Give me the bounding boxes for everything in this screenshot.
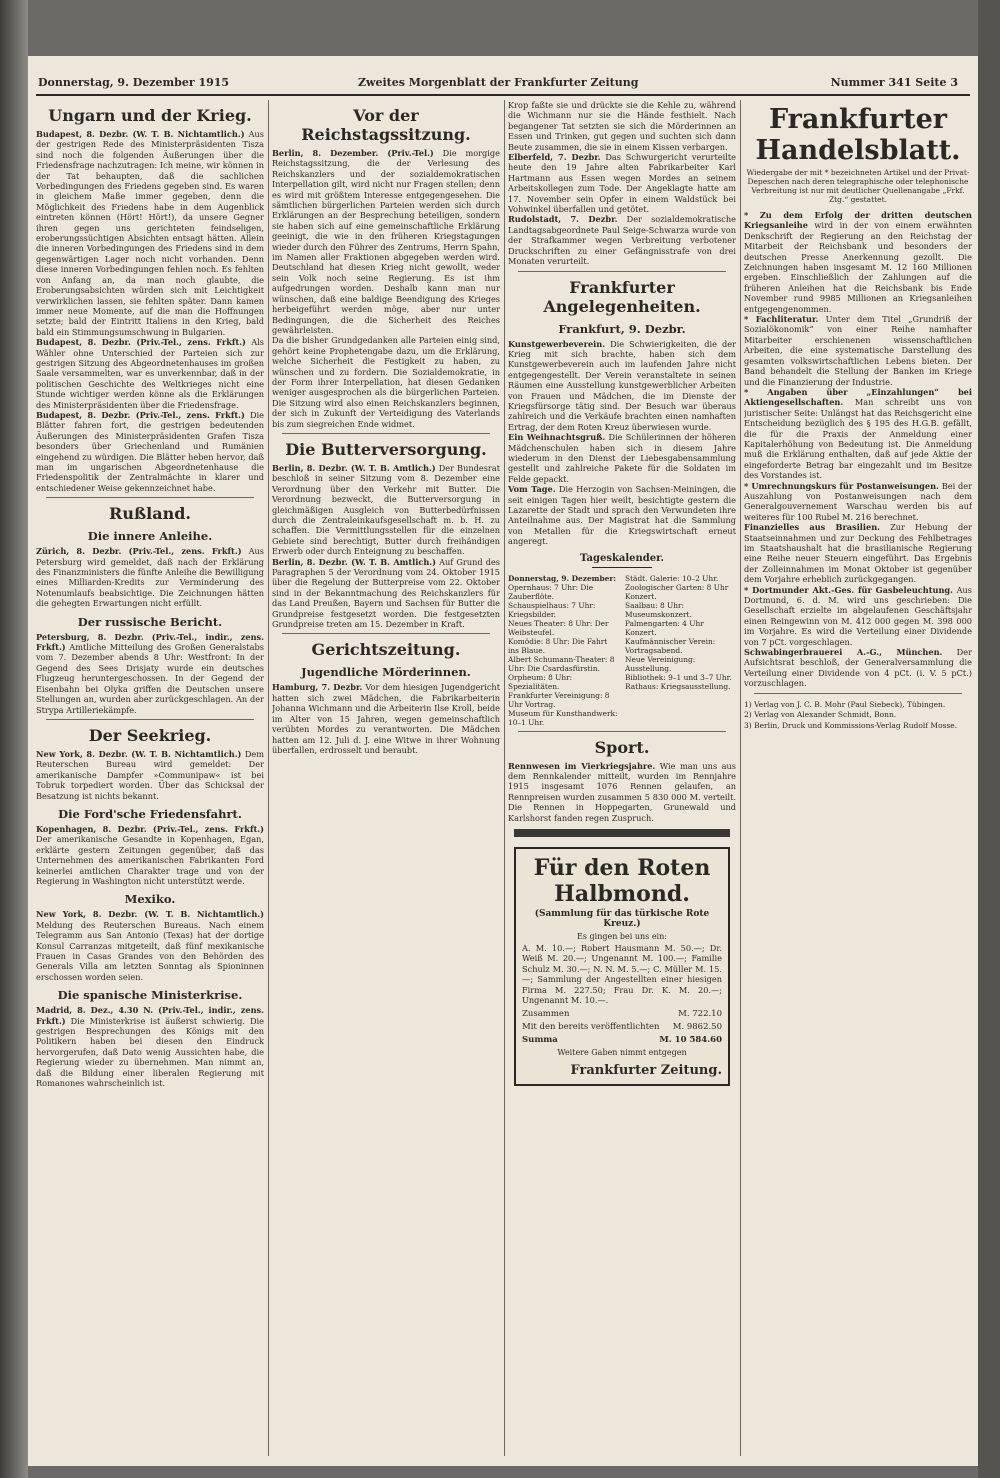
masthead-notice: Wiedergabe der mit * bezeichneten Artikel und der Privat-Depeschen nach deren telegraphische oder telephonische Verbreitung ist nur mit deutlicher Quellenangabe „Frkf. Ztg.“ gestattet.	[746, 168, 970, 204]
subheadline: Die spanische Ministerkrise.	[57, 988, 243, 1003]
donation-signature: Frankfurter Zeitung.	[570, 1062, 722, 1078]
section-separator	[46, 719, 254, 720]
calendar-entry: Rathaus: Kriegsausstellung.	[625, 681, 731, 691]
calendar-entry: Schauspielhaus: 7 Uhr: Kriegsbilder.	[508, 600, 596, 619]
column-1	[36, 100, 264, 1466]
article-paragraph: Krop faßte sie und drückte sie die Kehle zu, während die Wichmann nur sie die Hände festhielt. Nach begangener Tat setzten sie sich die Mörderinnen an Essen und Trinken, gut gegen und suchten sich dann Beute zusammen, die sie in einem Kissen verbargen.	[508, 100, 736, 152]
subheadline: Der russische Bericht.	[77, 614, 223, 629]
ad-banner-bar	[514, 829, 730, 837]
calendar-entry: Palmengarten: 4 Uhr Konzert.	[625, 618, 704, 637]
note-text: Man schreibt uns von juristischer Seite: Unlängst hat das Reichsgericht eine Entscheidung bezüglich des § 195 des H.G.B. gefällt, die für die Praxis der Anmeldung einer Kapitalerhöhung von Bedeutung ist. Die Anmeldung muß die Erklärung enthalten, daß auf jede Aktie der eingeforderte Betrag bar eingezahlt und im Besitze des Vorstandes ist.	[744, 397, 972, 481]
calendar-title: Tageskalender.	[580, 552, 664, 564]
headline-seekrieg: Der Seekrieg.	[88, 725, 212, 745]
column-divider	[740, 100, 741, 1456]
article-paragraph	[508, 152, 736, 214]
note-text: Aus Dortmund, 6. d. M. wird uns geschrieben: Die Gesellschaft erzielte im abgelaufenen Geschäftsjahr einen Reingewinn von M. 412 000 gegen M. 398 000 im Vorjahre. Es wird die Verteilung einer Dividende von 7 pCt. vorgeschlagen.	[744, 584, 972, 647]
dateline: New York, 8. Dezbr. (W. T. B. Nichtamtlich.)	[36, 748, 242, 759]
note-text: Bei der Auszahlung von Postanweisungen nach dem Generalgouvernement Warschau werden bis auf weiteres für 100 Rubel M. 216 berechnet.	[744, 480, 972, 522]
article-paragraph	[272, 463, 500, 557]
article-text: Die morgige Reichstagssitzung, die der Verlesung des Reichskanzlers und der sozialdemokratischen Interpellation gilt, wird nicht nur Fragen stellen; denn es wird mit größtem Interesse entgegengesehen. Die sämtlichen bürgerlichen Parteien werden sich durch Erklärungen an der Besprechung beteiligen, sondern sie haben sich auf eine gemeinschaftliche Erklärung geeinigt, die wie in den früheren Kriegstagungen wieder durch den Führer des Zentrums, Herrn Spahn, im Namen aller Fraktionen abgegeben werden wird. Deutschland hat diesen Krieg nicht gewollt, weder sein Volk noch seine Regierung. Es ist ihm aufgedrungen worden. Deshalb kann man nur wünschen, daß eine baldige Beendigung des Krieges herbeigeführt werden möge, aber nur unter Bedingungen, die die Sicherheit des Reiches gewährleisten.	[272, 148, 500, 335]
header-rule	[36, 94, 970, 96]
column-divider	[268, 100, 269, 1456]
section-separator	[282, 633, 490, 634]
article-text: Der sozialdemokratische Landtagsabgeordnete Paul Seige-Schwarza wurde von der Strafkammer wegen Verbreitung verbotener Druckschriften zu einer Gefängnisstrafe von drei Monaten verurteilt.	[508, 214, 736, 267]
donation-intro: Es gingen bei uns ein:	[577, 932, 667, 942]
article-text: Aus Petersburg wird gemeldet, daß nach der Erklärung des Finanzministers die fünfte Anleihe die Bewilligung eines Milliarden-Kredits zur Verminderung des Notenumlaufs beabsichtige. Die Zeichnungen hätten die gehegten Erwartungen nicht erfüllt.	[36, 546, 264, 609]
subheadline: Die Ford'sche Friedensfahrt.	[58, 806, 242, 821]
headline-frankfurt: Frankfurter Angelegenheiten.	[543, 277, 701, 316]
dateline: Ein Weihnachtsgruß.	[508, 432, 606, 443]
donation-note: Weitere Gaben nimmt entgegen	[557, 1047, 687, 1057]
dateline: Berlin, 8. Dezbr. (W. T. B. Amtlich.)	[272, 462, 436, 473]
dateline: Kunstgewerbeverein.	[508, 338, 606, 349]
note-text: Unter dem Titel „Grundriß der Sozialökonomik“ von einer Reihe namhafter Mitarbeiter erschienenen wissenschaftlichen Arbeiten, die eine systematische Darstellung des gesamten volkswirtschaftlichen Lebens bieten. Der Band behandelt die Stellung der Banken im Kriege und die Finanzierung der Industrie.	[744, 314, 972, 387]
dateline: Zürich, 8. Dezbr. (Priv.-Tel., zens. Frkft.)	[36, 546, 242, 557]
section-separator	[518, 271, 726, 272]
subheadline: Mexiko.	[124, 892, 176, 907]
article-text: Die Herzogin von Sachsen-Meiningen, die seit einigen Tagen hier weilt, besichtigte gestern die Lazarette der Stadt und sprach den Verwundeten ihre Anteilnahme aus. Der Magistrat hat die Sammlung von Metallen für die Kriegswirtschaft erneut angeregt.	[508, 484, 736, 547]
section-separator	[518, 731, 726, 732]
calendar-entry: Museum für Kunsthandwerk: 10–1 Uhr.	[508, 708, 618, 727]
calendar-entry: Albert Schumann-Theater: 8 Uhr: Die Csardasfürstin.	[508, 654, 615, 673]
calendar-entry: Frankfurter Vereinigung: 8 Uhr Vortrag.	[508, 690, 610, 709]
article-text: Die Schwierigkeiten, die der Krieg mit sich brachte, haben sich dem Kunstgewerbeverein auch im laufenden Jahre nicht entgegengestellt. Der Verein veranstaltete in seinen Räumen eine Ausstellung kunstgewerblicher Arbeiten von Frauen und Mädchen, die im Dienste der Kriegsfürsorge tätig sind. Der Besuch war überaus zahlreich und die Verkäufe brachten einen namhaften Ertrag, der dem Roten Kreuz überwiesen wurde.	[508, 338, 736, 432]
article-paragraph	[36, 546, 264, 608]
dateline: Budapest, 8. Dezbr. (W. T. B. Nichtamtlich.)	[36, 129, 245, 139]
dateline: Berlin, 8. Dezbr. (W. T. B. Amtlich.)	[272, 556, 437, 567]
article-paragraph	[36, 824, 264, 886]
article-paragraph	[36, 129, 264, 337]
business-note	[744, 210, 972, 314]
note-heading: * Dortmunder Akt.-Ges. für Gasbeleuchtung.	[744, 584, 953, 595]
article-text: Meldung des Reuterschen Bureaus. Nach einem Telegramm aus San Antonio (Texas) hat der dortige Konsul Carranzas mitgeteilt, daß fünf mexikanische Frauen in Casas Grandes von den Behörden des Generals Villa am letzten Sonntag als Spioninnen erschossen worden seien.	[36, 919, 264, 982]
dateline: Rennwesen im Vierkriegsjahre.	[508, 760, 656, 771]
dateline: Vom Tage.	[508, 484, 556, 495]
page-binding-edge	[0, 0, 28, 1478]
article-paragraph	[36, 632, 264, 715]
calendar-left-column	[508, 574, 619, 727]
newspaper-page	[28, 56, 978, 1466]
subheadline: Die innere Anleihe.	[87, 529, 213, 544]
note-heading: * Umrechnungskurs für Postanweisungen.	[744, 480, 939, 491]
footnote: 1) Verlag von J. C. B. Mohr (Paul Siebeck), Tübingen.	[744, 699, 946, 709]
dateline: Petersburg, 8. Dezbr. (Priv.-Tel., indir., zens. Frkft.)	[36, 631, 264, 653]
article-paragraph	[36, 1005, 264, 1088]
calendar-date: Donnerstag, 9. Dezember:	[508, 573, 616, 583]
dateline: Berlin, 8. Dezember. (Priv.-Tel.)	[272, 148, 434, 158]
column-divider	[504, 100, 505, 1456]
section-separator	[46, 497, 254, 498]
header-date: Donnerstag, 9. Dezember 1915	[38, 76, 230, 89]
calendar-entry: Städt. Galerie: 10–2 Uhr.	[625, 573, 719, 583]
subheadline: Frankfurt, 9. Dezbr.	[558, 321, 686, 336]
donation-previous	[522, 1022, 722, 1032]
article-text: Aus der gestrigen Rede des Ministerpräsidenten Tisza sind noch die folgenden Äußerungen über die Friedensfrage nachzutragen: Ich meine, wir können in der Tat behaupten, daß die sachlichen Vorbedingungen des Friedens gegeben sind. Es waren in gleichem Maße immer gegeben, denn die Möglichkeit des Friedens habe in dem Augenblick eintreten können (Hört! Hört!), da unsere Gegner ihren gegen uns gerichteten feindseligen, eroberungssüchtigen Absichten entsagt hätten. Allein die inneren Vorbedingungen des Friedens sind in dem gegenwärtigen Lager noch nicht vorhanden. Denn diese inneren Vorbedingungen fehlen noch. Es fehlten von Anfang an, da man noch glaubte, die Eroberungsabsichten würden sich mit Leichtigkeit verwirklichen lassen, sie fehlten später. Dann kamen immer neue Momente, auf die man die Hoffnungen setzte; bald der Eintritt Italiens in den Krieg, bald bald ein Stimmungsumschwung in Bulgarien.	[36, 129, 264, 337]
dateline: Madrid, 8. Dez., 4.30 N. (Priv.-Tel., indir., zens. Frkft.)	[36, 1005, 264, 1026]
article-paragraph	[36, 909, 264, 982]
column-2	[272, 100, 500, 1466]
dateline: New York, 8. Dezbr. (W. T. B. Nichtamtlich.)	[36, 909, 264, 920]
business-note	[744, 647, 972, 689]
business-note	[744, 481, 972, 523]
article-paragraph	[36, 749, 264, 801]
headline-russland: Rußland.	[109, 504, 191, 524]
column-3	[508, 100, 736, 1466]
article-text: Wie man uns aus dem Rennkalender mitteilt, wurden im Rennjahre 1915 insgesamt 1076 Rennen gelaufen, an Rennpreisen wurden zusammen 5 830 000 M. verteilt. Die Rennen in Hoppegarten, Grunewald und Karlshorst fanden regen Zuspruch.	[508, 760, 736, 823]
note-heading: * Zu dem Erfolg der dritten deutschen Kriegsanleihe	[744, 210, 972, 231]
article-paragraph	[508, 214, 736, 266]
subtotal-label: Zusammen	[522, 1008, 570, 1019]
footnote: 3) Berlin, Druck und Kommissions-Verlag Rudolf Mosse.	[744, 720, 958, 730]
article-paragraph	[508, 432, 736, 484]
dateline: Kopenhagen, 8. Dezbr. (Priv.-Tel., zens. Frkft.)	[36, 823, 264, 834]
previous-label: Mit den bereits veröffentlichten	[522, 1021, 660, 1032]
previous-value: M. 9862.50	[672, 1021, 722, 1032]
footnote: 2) Verlag von Alexander Schmidt, Bonn.	[744, 710, 897, 720]
headline-gericht: Gerichtszeitung.	[311, 640, 461, 660]
section-separator	[282, 433, 490, 434]
header-issue-page: Nummer 341 Seite 3	[830, 76, 958, 89]
donation-box	[514, 847, 730, 1085]
footnote-separator	[754, 693, 962, 694]
business-note	[744, 387, 972, 481]
article-text: Dem Reuterschen Bureau wird gemeldet: Der amerikanische Dampfer »Communipaw« ist bei Tobruk torpediert worden. Über das Schicksal der Besatzung ist nichts bekannt.	[36, 748, 264, 801]
donation-title: Für den Roten Halbmond.	[533, 855, 711, 908]
article-text: Die Ministerkrise ist äußerst schwierig. Die gestrigen Besprechungen des Königs mit den Politikern haben bei diesen den Eindruck hervorgerufen, daß Dato wenig Aussichten habe, die Regierung wieder zu übernehmen. Man nimmt an, daß die Bildung einer liberalen Regierung mit Romanones wahrscheinlich ist.	[36, 1015, 264, 1089]
subtotal-value: M. 722.10	[678, 1008, 722, 1019]
dateline: Hamburg, 7. Dezbr.	[272, 682, 363, 693]
donation-entries: A. M. 10.—; Robert Hausmann M. 50.—; Dr. Weiß M. 20.—; Ungenannt M. 100.—; Familie Schulz M. 30.—; N. N. M. 5.—; C. Müller M. 15.—; Sammlung der Angestellten einer hiesigen Firma M. 227.50; Frau Dr. K. M. 20.—; Ungenannt M. 10.—.	[522, 943, 722, 1006]
business-note	[744, 314, 972, 387]
calendar-listing	[508, 574, 736, 727]
header-publication: Zweites Morgenblatt der Frankfurter Zeitung	[358, 76, 639, 89]
donation-subtitle: (Sammlung für das türkische Rote Kreuz.)	[534, 909, 710, 930]
article-paragraph	[272, 557, 500, 630]
dateline: Budapest, 8. Dezbr. (Priv.-Tel., zens. Frkft.)	[36, 409, 245, 420]
total-value: M. 10 584.60	[659, 1034, 722, 1045]
article-text: Vor dem hiesigen Jugendgericht hatten sich zwei Mädchen, die Fabrikarbeiterin Johanna Wichmann und die Arbeiterin Ilse Kroll, beide im Alter von 15 Jahren, wegen gemeinschaftlich verübten Mordes zu verantworten. Die Mädchen hatten am 12. Juli d. J. eine Witwe in ihrer Wohnung überfallen, erdrosselt und beraubt.	[272, 682, 500, 755]
business-note	[744, 522, 972, 584]
page-header	[38, 76, 958, 94]
handelsblatt-masthead: Frankfurter Handelsblatt.	[755, 104, 961, 166]
business-note	[744, 585, 972, 647]
note-heading: Schwabingerbrauerei A.-G., München.	[744, 647, 943, 658]
dateline: Budapest, 8. Dezbr. (Priv.-Tel., zens. Frkft.)	[36, 337, 246, 348]
article-text: Amtliche Mitteilung des Großen Generalstabs vom 7. Dezember abends 8 Uhr: Westfront: In der Gegend des Sees Drisjaty wurde ein deutsches Flugzeug heruntergeschossen. In der Gegend der Eisenbahn bei Olyka griffen die Deutschen unsere Stellungen an, wurden aber zurückgeschlagen. An der Strypa Artilleriekämpfe.	[36, 642, 264, 715]
article-text: Das Schwurgericht verurteilte heute den 19 Jahre alten Fabrikarbeiter Karl Hartmann aus Essen wegen Mordes an seinem Arbeitskollegen zum Tode. Der Angeklagte hatte am 17. November sein Opfer in einem Waldstück bei Vohwinkel überfallen und getötet.	[508, 152, 736, 215]
donation-total	[522, 1035, 722, 1045]
article-paragraph	[36, 337, 264, 410]
headline-reichstag: Vor der Reichstagssitzung.	[301, 106, 471, 144]
headline-butter: Die Butterversorgung.	[285, 439, 487, 459]
calendar-entry: Opernhaus: 7 Uhr: Die Zauberflöte.	[508, 582, 594, 601]
note-heading: * Angaben über „Einzahlungen“ bei Aktiengesellschaften.	[744, 386, 972, 408]
calendar-entry: Zoologischer Garten: 8 Uhr Konzert.	[625, 582, 729, 601]
article-text: Auf Grund des Paragraphen 5 der Verordnung vom 24. Oktober 1915 über die Regelung der Butterpreise vom 22. Oktober sind in der Bekanntmachung des Reichskanzlers für das Land Preußen, Bayern und Sachsen für Butter die Grundpreise festgesetzt worden. Die festgesetzten Grundpreise treten am 15. Dezember in Kraft.	[272, 556, 500, 630]
article-paragraph	[508, 339, 736, 433]
article-text: Als Wähler ohne Unterschied der Parteien sich zur gestrigen Sitzung des Abgeordnetenhauses im großen Saale versammelten, war es unverkennbar, daß in der politischen Geschichte des Weltkrieges nicht eine Stunde wichtiger werden könne als die Erklärungen des Ministerpräsidenten über die Friedensfrage.	[36, 337, 264, 410]
article-paragraph	[272, 682, 500, 755]
note-text: wird in der von einem erwähnten Denkschrift der Regierung an den Reichstag der Mitarbeit der Reichsbank und besonders der deutschen Presse Anerkennung gezollt. Die Zeichnungen haben insgesamt M. 12 160 Millionen ergeben. Einschließlich der Zahlungen auf die früheren Anleihen hat die Reichsbank bis Ende November rund 9985 Millionen an Kriegsanleihen entgegengenommen.	[744, 220, 972, 314]
article-paragraph: Da die bisher Grundgedanken alle Parteien einig sind, gehört keine Prophetengabe dazu, um die Erklärung, welche Sicherheit die Festigkeit zu haben, zu wünschen und zu fordern. Die Sozialdemokratie, in der Form ihrer Interpellation, hat diesen Gedanken weniger ausgesprochen als die bürgerlichen Parteien. Die Sitzung wird also einen Reichskanzlers beginnen, der sich in Zukunft der Verteidigung des Vaterlands bis zum siegreichen Ende widmet.	[272, 335, 500, 429]
article-text: Der Bundesrat beschloß in seiner Sitzung vom 8. Dezember eine Verordnung über den Verkehr mit Butter. Die Verordnung bezweckt, die Butterversorgung in gleichmäßigen Ausgleich von Butterbedürfnissen durch die Zentraleinkaufsgesellschaft m. b. H. zu schaffen. Die Vermittlungsstellen für die einzelnen Gebiete sind berechtigt, Butter durch freihändigen Erwerb oder durch Enteignung zu beschaffen.	[272, 462, 500, 557]
subheadline: Jugendliche Mörderinnen.	[301, 665, 471, 680]
calendar-entry: Neues Theater: 8 Uhr: Der Weibsteufel.	[508, 618, 609, 637]
donation-subtotal	[522, 1009, 722, 1019]
article-paragraph	[272, 148, 500, 335]
calendar-right-column	[625, 574, 736, 727]
calendar-entry: Komödie: 8 Uhr: Die Fahrt ins Blaue.	[508, 636, 608, 655]
calendar-entry: Bibliothek: 9–1 und 3–7 Uhr.	[625, 672, 732, 682]
note-heading: * Fachliteratur.	[744, 314, 819, 325]
headline-sport: Sport.	[594, 737, 650, 757]
article-text: Der amerikanische Gesandte in Kopenhagen, Egan, erklärte gestern Zeitungen gegenüber, daß das Unternehmen des amerikanischen Fabrikanten Ford keinerlei amtlichen Charakter trage und von der Regierung in Washington nicht unterstützt werde.	[36, 834, 264, 886]
page-right-edge	[978, 0, 1000, 1478]
dateline: Elberfeld, 7. Dezbr.	[508, 152, 601, 163]
calendar-entry: Orpheum: 8 Uhr: Spezialitäten.	[508, 672, 573, 691]
calendar-underline	[592, 567, 652, 568]
note-text: Zur Hebung der Staatseinnahmen und zur Deckung des Fehlbetrages im Staatshaushalt hat die brasilianische Regierung eine Reihe neuer Steuern eingeführt. Das Ergebnis der Zolleinnahmen im Monat Oktober ist gegenüber dem Vorjahre erheblich zurückgegangen.	[744, 522, 972, 585]
article-paragraph	[508, 484, 736, 546]
article-paragraph	[508, 761, 736, 823]
headline-ungarn: Ungarn und der Krieg.	[48, 106, 252, 125]
article-text: Die Blätter fahren fort, die gestrigen bedeutenden Äußerungen des Ministerpräsidenten Grafen Tisza besonders über Griechenland und Rumänien eingehend zu würdigen. Die Blätter heben hervor, daß man im ungarischen Abgeordnetenhause die Friedenspolitik der Zentralmächte in klarer und entschiedener Weise gekennzeichnet habe.	[36, 409, 264, 493]
dateline: Rudolstadt, 7. Dezbr.	[508, 214, 618, 225]
note-heading: Finanzielles aus Brasilien.	[744, 522, 881, 533]
calendar-entry: Kaufmännischer Verein: Vortragsabend.	[625, 636, 716, 655]
article-paragraph	[36, 410, 264, 493]
total-label: Summa	[522, 1034, 558, 1045]
article-text: Die Schülerinnen der höheren Mädchenschulen haben sich in diesem Jahre wiederum in den Dienst der Liebesgabensammlung gestellt und zahlreiche Pakete für die Soldaten im Felde gepackt.	[508, 432, 736, 484]
calendar-entry: Saalbau: 8 Uhr: Museumskonzert.	[625, 600, 692, 619]
column-4	[744, 100, 972, 1466]
calendar-entry: Neue Vereinigung: Ausstellung.	[625, 654, 696, 673]
note-text: Der Aufsichtsrat beschloß, der Generalversammlung die Verteilung einer Dividende von 4 pCt. (i. V. 5 pCt.) vorzuschlagen.	[744, 647, 972, 689]
